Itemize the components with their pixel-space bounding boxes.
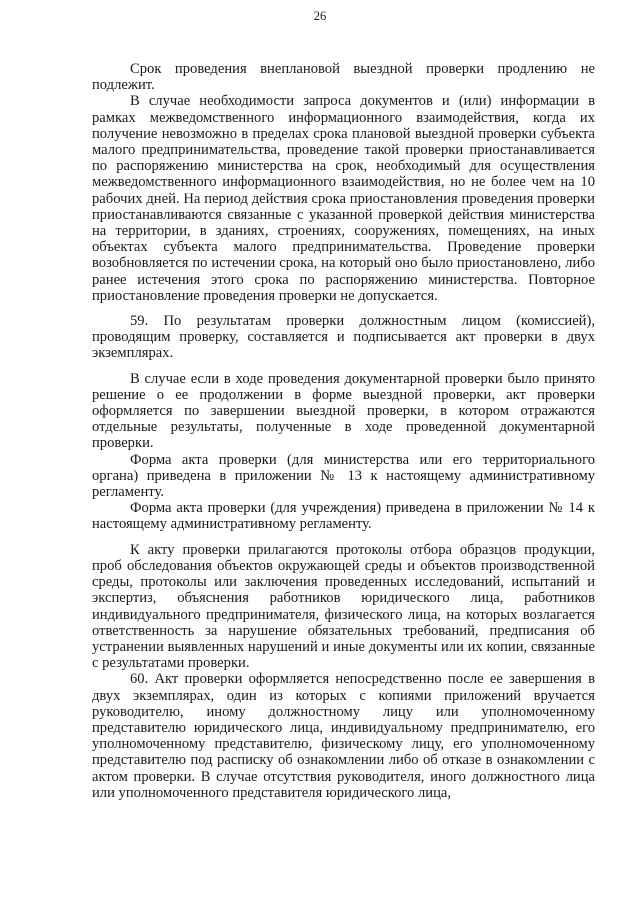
paragraph-act-attachments: К акту проверки прилагаются протоколы отбора образцов продукции, проб обследования объектов окружающей среды и объектов производственной среды, протоколы или заключения проведенных исследований, испытаний и экспертиз, объяснения работников юридического лица, работников индивидуального предпринимателя, физического лица, на которых возлагается ответственность за нарушение обязательных требований, предписания об устранении выявленных нарушений и иные документы или их копии, связанные с результатами проверки. [92, 541, 595, 672]
paragraph-suspension: В случае необходимости запроса документов и (или) информации в рамках межведомственного информационного взаимодействия, когда их получение невозможно в пределах срока плановой выездной проверки субъекта малого предпринимательства, проведение такой проверки приостанавливается по распоряжению министерства на срок, необходимый для осуществления межведомственного информационного взаимодействия, но не более чем на 10 рабочих дней. На период действия срока приостановления проведения проверки приостанавливаются связанные с указанной проверкой действия министерства на территории, в зданиях, строениях, сооружениях, помещениях, на иных объектах субъекта малого предпринимательства. Проведение проверки возобновляется по истечении срока, на который оно было приостановлено, либо ранее истечения этого срока по распоряжению министерства. Повторное приостановление проведения проверки не допускается. [92, 93, 595, 304]
paragraph-documentary-check: В случае если в ходе проведения документарной проверки было принято решение о ее продолжении в форме выездной проверки, акт проверки оформляется по завершении выездной проверки, в котором отражаются отдельные результаты, полученные в ходе проведенной документарной проверки. [92, 370, 595, 452]
paragraph-act-form-ministry: Форма акта проверки (для министерства или его территориального органа) приведена в приложении № 13 к настоящему административному регламенту. [92, 451, 595, 501]
document-body [92, 61, 595, 801]
paragraph-act-form-institution: Форма акта проверки (для учреждения) приведена в приложении № 14 к настоящему административному регламенту. [92, 500, 595, 533]
paragraph-item-59: 59. По результатам проверки должностным лицом (комиссией), проводящим проверку, составляется и подписывается акт проверки в двух экземплярах. [92, 313, 595, 362]
page-number: 26 [313, 9, 327, 23]
paragraph-inspection-term: Срок проведения внеплановой выездной проверки продлению не подлежит. [92, 61, 595, 94]
paragraph-item-60: 60. Акт проверки оформляется непосредственно после ее завершения в двух экземплярах, один из которых с копиями приложений вручается руководителю, иному должностному лицу или уполномоченному представителю юридического лица, индивидуальному предпринимателю, его уполномоченному представителю, физическому лицу, его уполномоченному представителю под расписку об ознакомлении либо об отказе в ознакомлении с актом проверки. В случае отсутствия руководителя, иного должностного лица или уполномоченного представителя юридического лица, [92, 671, 595, 801]
